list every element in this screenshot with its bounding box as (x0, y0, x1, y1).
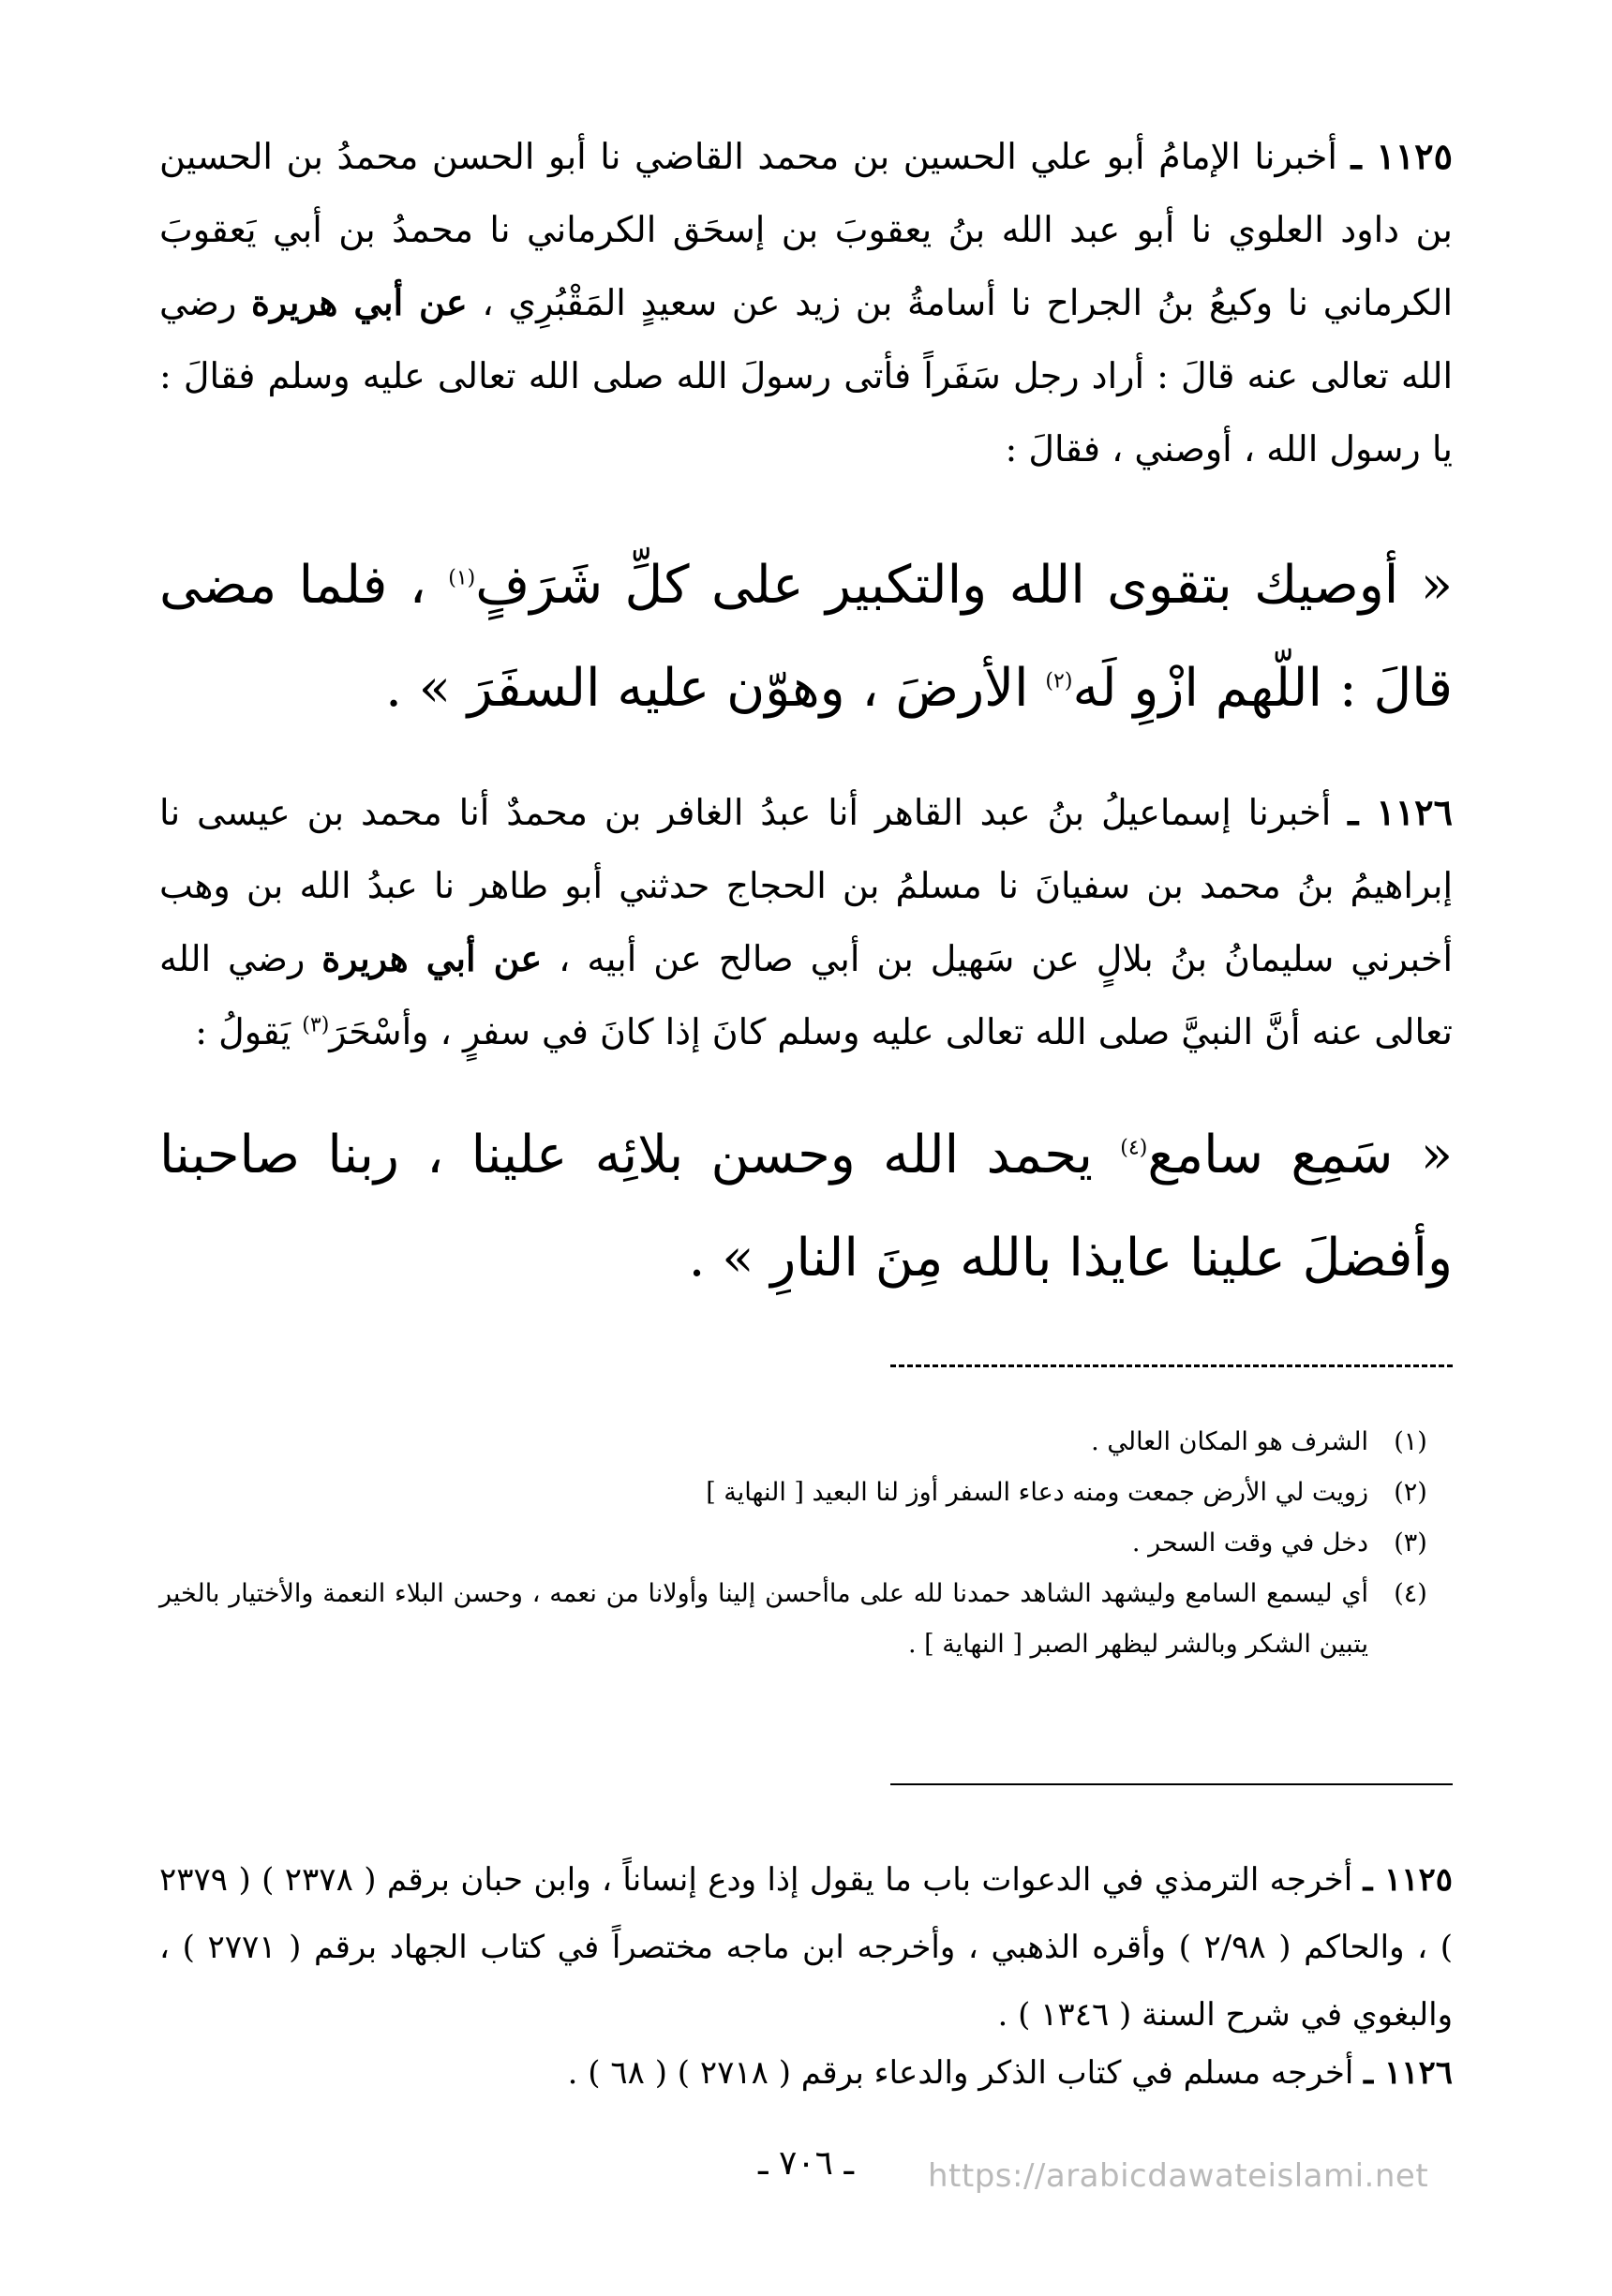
isnad-text: أخبرنا إسماعيلُ بنُ عبد القاهر أنا عبدُ الغافر بن محمدٌ أنا محمد بن عيسى نا إبراهيمُ بنُ محمد بن سفيانَ نا مسلمُ بن الحجاج حدثني أبو طاهر نا عبدُ الله بن وهب أخبرني سليمانُ بنُ بلالٍ عن سَهيل بن أبي صالح عن أبيه ، (159, 792, 1453, 979)
footnotes (159, 1417, 1453, 1670)
footnote-text: زويت لي الأرض جمعت ومنه دعاء السفر أوز لنا البعيد [ النهاية ] (706, 1478, 1368, 1507)
isnad-text: رضي الله تعالى عنه أنَّ النبيَّ صلى الله تعالى عليه وسلم كانَ إذا كانَ في سفرٍ ، وأسْحَرَ (159, 938, 1453, 1052)
takhrij-number: ١١٢٥ ـ (1363, 1861, 1453, 1899)
footnote-text: الشرف هو المكان العالي . (1091, 1427, 1368, 1456)
matn-text: يحمد الله وحسن بلائِه علينا ، ربنا صاحبنا وأفضلَ علينا عايذا بالله مِنَ النارِ » . (159, 1125, 1453, 1289)
hadith-1125-isnad (159, 120, 1453, 485)
watermark-url: https://arabicdawateislami.net (928, 2157, 1429, 2195)
sahabi-name: عن أبي هريرة (321, 937, 543, 979)
footnote-number: (١) (1394, 1427, 1427, 1456)
isnad-text: أخبرنا الإمامُ أبو علي الحسين بن محمد القاضي نا أبو الحسن محمدُ بن الحسين بن داود العلوي نا أبو عبد الله بنُ يعقوبَ بن إسحَق الكرماني نا محمدُ بن أبي يَعقوبَ الكرماني نا وكيعُ بنُ الجراح نا أسامةُ بن زيد عن سعيدٍ المَقْبُرِي ، (159, 136, 1454, 323)
hadith-1126-matn (159, 1104, 1453, 1310)
footnote-text: دخل في وقت السحر . (1131, 1528, 1368, 1558)
takhrij-separator (890, 1783, 1453, 1785)
takhrij-text: أخرجه مسلم في كتاب الذكر والدعاء برقم ( ٢٧١٨ ) ( ٦٨ ) . (567, 2054, 1365, 2092)
footnote-number: (٤) (1394, 1579, 1427, 1608)
footnote-text: أي ليسمع السامع وليشهد الشاهد حمدنا لله على ماأحسن إلينا وأولانا من نعمه ، وحسن البلاء النعمة والأختيار بالخير يتبين الشكر وبالشر ليظهر الصبر [ النهاية ] . (159, 1579, 1368, 1659)
matn-text: « سَمِع سامع (1147, 1125, 1454, 1185)
isnad-text: يَقولُ : (195, 1011, 303, 1052)
takhrij-1126 (159, 2039, 1453, 2107)
matn-text: ، فلما مضى قالَ : اللّهم ازْوِ لَه (159, 555, 1453, 719)
page-number: ـ ٧٠٦ ـ (757, 2144, 854, 2183)
sahabi-name: عن أبي هريرة (251, 281, 468, 323)
footnote-separator (890, 1364, 1453, 1367)
hadith-1125-matn (159, 534, 1453, 740)
hadith-1126-isnad (159, 776, 1453, 1068)
matn-text: « أوصيك بتقوى الله والتكبير على كلِّ شَرَفٍ (475, 555, 1453, 616)
footnote-item (159, 1417, 1453, 1468)
footnote-ref[interactable]: (٤) (1120, 1136, 1148, 1160)
takhrij-text: أخرجه الترمذي في الدعوات باب ما يقول إذا ودع إنساناً ، وابن حبان برقم ( ٢٣٧٨ ) ( ٢٣٧٩ ) ، والحاكم ( ٢/٩٨ ) وأقره الذهبي ، وأخرجه ابن ماجه مختصراً في كتاب الجهاد برقم ( ٢٧٧١ ) ، والبغوي في شرح السنة ( ١٣٤٦ ) . (159, 1861, 1453, 2034)
takhrij-number: ١١٢٦ ـ (1364, 2054, 1453, 2092)
footnote-item (159, 1468, 1453, 1518)
takhrij-1125 (159, 1846, 1453, 2049)
footnote-item (159, 1569, 1453, 1670)
footnote-ref[interactable]: (٢) (1045, 669, 1073, 693)
matn-text: الأرضَ ، وهوّن عليه السفَرَ » . (385, 658, 1046, 719)
footnote-number: (٢) (1394, 1478, 1427, 1507)
isnad-text: رضي الله تعالى عنه قالَ : أراد رجل سَفَراً فأتى رسولَ الله صلى الله تعالى عليه وسلم فقالَ : يا رسول الله ، أوصني ، فقالَ : (159, 282, 1453, 470)
hadith-number: ١١٢٦ ـ (1348, 791, 1453, 833)
footnote-ref[interactable]: (٣) (302, 1013, 330, 1037)
hadith-number: ١١٢٥ ـ (1351, 135, 1453, 177)
footnote-number: (٣) (1394, 1528, 1427, 1558)
footnote-item (159, 1518, 1453, 1569)
footnote-ref[interactable]: (١) (448, 566, 476, 590)
